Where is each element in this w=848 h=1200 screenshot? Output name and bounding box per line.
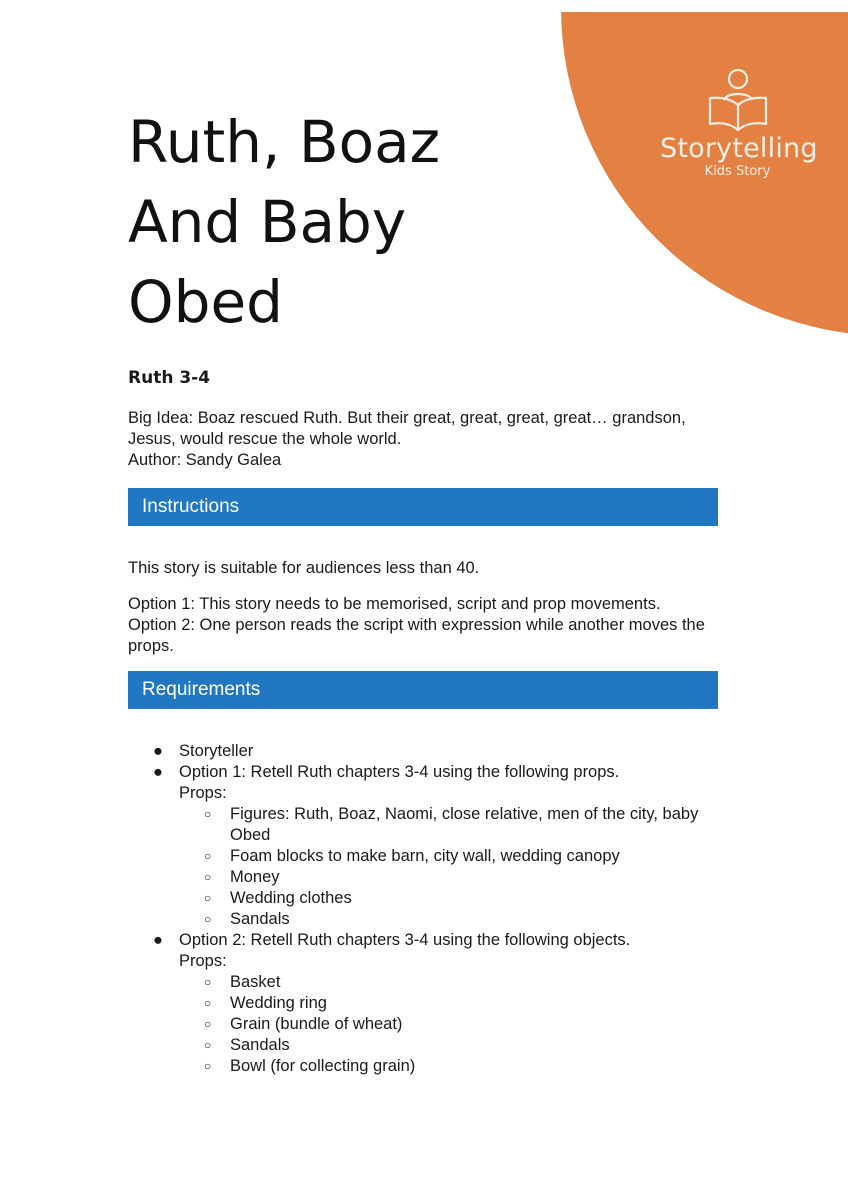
section-heading-requirements: Requirements (128, 671, 718, 709)
props-list (179, 972, 718, 1077)
author: Author: Sandy Galea (128, 451, 282, 469)
list-item: ○ Grain (bundle of wheat) (204, 1015, 403, 1033)
list-item: ● Storyteller (153, 742, 254, 760)
bullet-icon: ● (153, 931, 163, 949)
scripture-reference: Ruth 3-4 (128, 368, 211, 388)
title-line: And Baby (128, 188, 407, 256)
props-label: Props: (179, 784, 227, 802)
logo-subtitle: Kids Story (704, 164, 771, 179)
option-2-instruction: Option 2: One person reads the script with expression while another moves the props. (128, 616, 705, 655)
reading-person-book-icon (707, 68, 769, 132)
audience-note: This story is suitable for audiences less than 40. (128, 559, 480, 577)
props-label: Props: (179, 952, 227, 970)
storytelling-logo (660, 68, 818, 179)
circle-bullet-icon: ○ (204, 849, 212, 863)
list-item: ○ Sandals (204, 910, 290, 928)
list-item: ○ Foam blocks to make barn, city wall, wedding canopy (204, 847, 620, 865)
list-item: ○ Bowl (for collecting grain) (204, 1057, 416, 1075)
list-item: ○ Sandals (204, 1036, 290, 1054)
list-item: ○ Basket (204, 973, 281, 991)
document-body (128, 366, 718, 1077)
circle-bullet-icon: ○ (204, 1059, 212, 1073)
circle-bullet-icon: ○ (204, 807, 212, 821)
list-item: ○ Wedding ring (204, 994, 327, 1012)
list-item: ○ Wedding clothes (204, 889, 352, 907)
top-margin (0, 0, 848, 12)
title-line: Obed (128, 268, 283, 336)
title-line: Ruth, Boaz (128, 108, 441, 176)
props-list (179, 804, 718, 930)
option-1-instruction: Option 1: This story needs to be memorised, script and prop movements. (128, 595, 661, 613)
list-item: ● Option 2: Retell Ruth chapters 3-4 using the following objects. Props: ○ Basket ○ Wedding ring ○ Grain (bundle of wheat) ○ Sandals ○ Bowl (for collecting grain) (128, 930, 718, 1077)
circle-bullet-icon: ○ (204, 891, 212, 905)
circle-bullet-icon: ○ (204, 975, 212, 989)
list-item: ○ Figures: Ruth, Boaz, Naomi, close relative, men of the city, baby Obed (204, 805, 699, 844)
list-item: ● Option 1: Retell Ruth chapters 3-4 using the following props. Props: ○ Figures: Ruth, Boaz, Naomi, close relative, men of the city, baby Obed ○ Foam blocks to make barn, city wall, wedding canopy ○ Money ○ Wedding clothes ○ Sandals (128, 762, 718, 930)
bullet-icon: ● (153, 742, 163, 760)
requirements-list (128, 741, 718, 1077)
big-idea: Big Idea: Boaz rescued Ruth. But their great, great, great, great… grandson, Jesus, would rescue the whole world. (128, 409, 686, 448)
list-item: ○ Money (204, 868, 280, 886)
circle-bullet-icon: ○ (204, 996, 212, 1010)
bullet-icon: ● (153, 763, 163, 781)
circle-bullet-icon: ○ (204, 1017, 212, 1031)
page-title (128, 102, 548, 342)
circle-bullet-icon: ○ (204, 1038, 212, 1052)
section-heading-instructions: Instructions (128, 488, 718, 526)
circle-bullet-icon: ○ (204, 912, 212, 926)
logo-title: Storytelling (660, 133, 818, 164)
circle-bullet-icon: ○ (204, 870, 212, 884)
